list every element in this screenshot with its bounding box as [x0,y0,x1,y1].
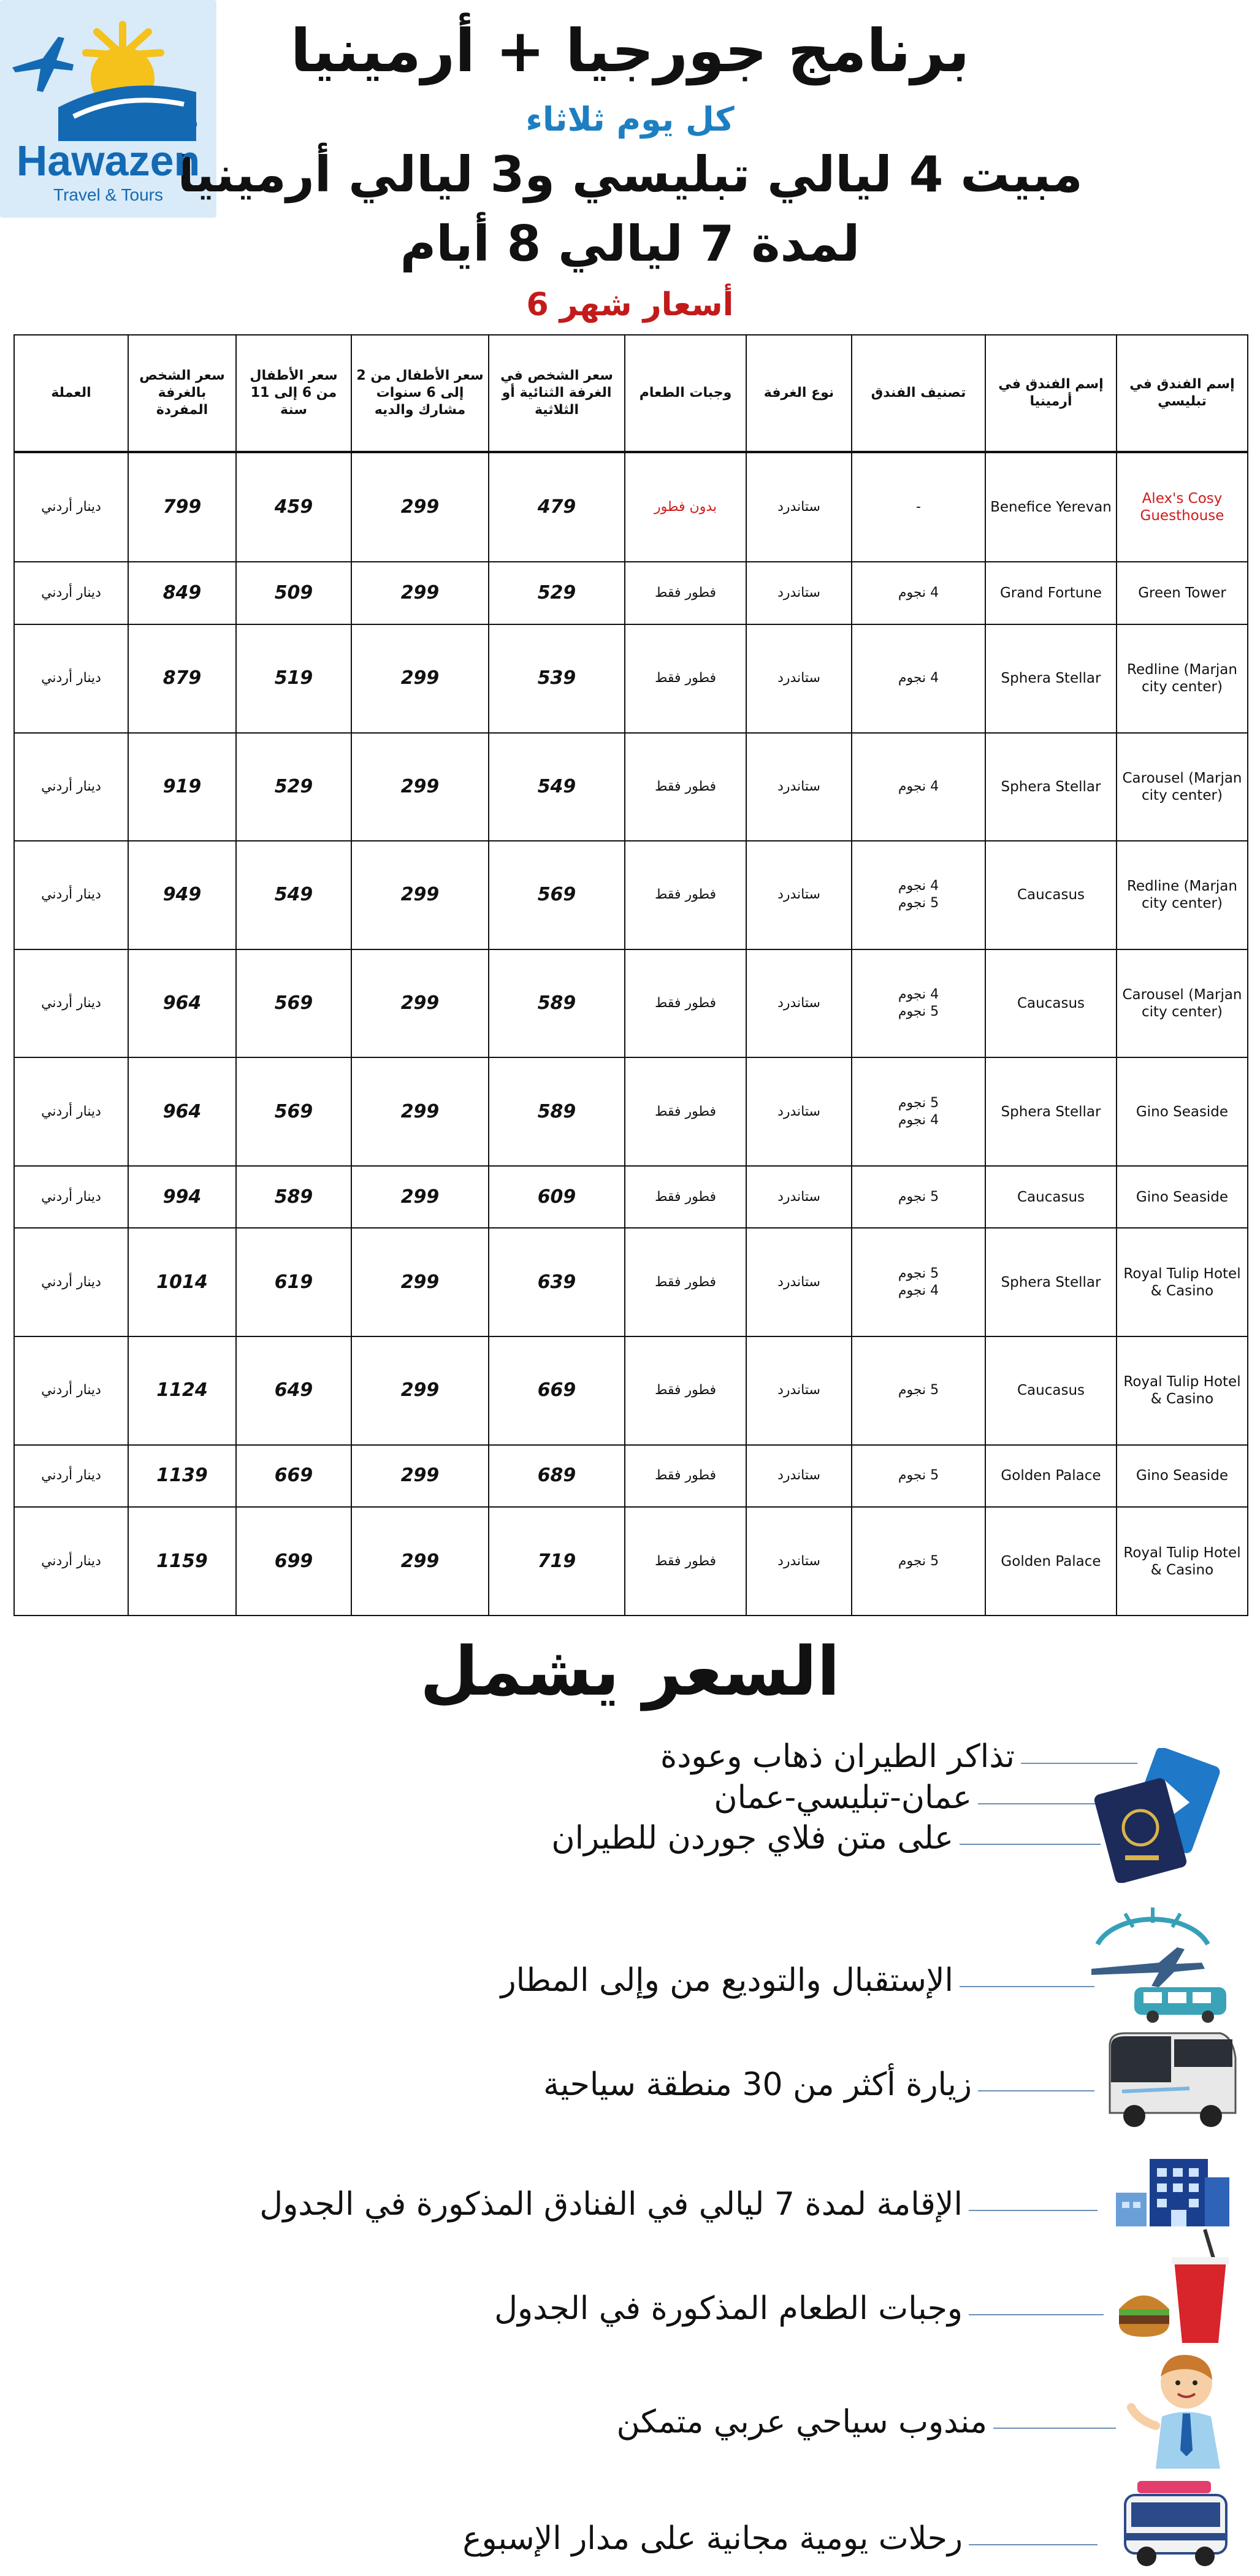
table-header-row [14,335,1248,452]
cell-room-type: ستاندرد [746,733,852,841]
cell-hotel-rating: 5 نجوم [852,1507,985,1616]
cell-price-child-2-6: 299 [351,1336,489,1445]
cell-tbilisi-hotel: Green Tower [1117,562,1248,624]
tour-guide-icon [1119,2346,1235,2469]
table-row [14,1228,1248,1336]
cell-price-single: 879 [128,624,236,733]
table-row [14,452,1248,562]
cell-currency: دينار أردني [14,1336,128,1445]
cell-price-child-2-6: 299 [351,452,489,562]
cell-hotel-rating: 5 نجوم [852,1166,985,1229]
cell-meals: فطور فقط [625,1166,746,1229]
cell-tbilisi-hotel: Gino Seaside [1117,1445,1248,1508]
cell-price-child-6-11: 529 [236,733,351,841]
cell-currency: دينار أردني [14,1445,128,1508]
cell-room-type: ستاندرد [746,949,852,1058]
cell-meals: فطور فقط [625,733,746,841]
cell-price-single: 919 [128,733,236,841]
cell-currency: دينار أردني [14,733,128,841]
header-currency: العملة [14,335,128,452]
page-title: برنامج جورجيا + أرمينيا [290,17,970,85]
cell-tbilisi-hotel: Gino Seaside [1117,1166,1248,1229]
cell-hotel-rating: 4 نجوم [852,562,985,624]
cell-tbilisi-hotel: Carousel (Marjan city center) [1117,949,1248,1058]
cell-price-child-2-6: 299 [351,1445,489,1508]
connector-line [993,2428,1116,2429]
cell-price-child-6-11: 569 [236,949,351,1058]
cell-armenia-hotel: Benefice Yerevan [985,452,1117,562]
cell-price-child-6-11: 699 [236,1507,351,1616]
cell-currency: دينار أردني [14,562,128,624]
connector-line [978,1803,1101,1804]
header-armenia-hotel: إسم الفندق في أرمينيا [985,335,1117,452]
airport-transfer-icon [1079,1901,1232,2024]
cell-price-single: 1139 [128,1445,236,1508]
cell-meals: فطور فقط [625,841,746,949]
cell-price-double: 529 [489,562,625,624]
cell-hotel-rating: 4 نجوم [852,733,985,841]
cell-price-double: 589 [489,949,625,1058]
cell-meals: فطور فقط [625,1228,746,1336]
cell-tbilisi-hotel: Redline (Marjan city center) [1117,624,1248,733]
cell-price-child-6-11: 589 [236,1166,351,1229]
cell-price-child-2-6: 299 [351,1228,489,1336]
cell-currency: دينار أردني [14,1057,128,1166]
logo-tagline: Travel & Tours [53,185,163,204]
connector-line [960,1986,1094,1987]
cell-price-child-2-6: 299 [351,624,489,733]
header-tbilisi-hotel: إسم الفندق في تبليسي [1117,335,1248,452]
cell-price-double: 569 [489,841,625,949]
table-row [14,733,1248,841]
cell-hotel-rating: 4 نجوم 5 نجوم [852,841,985,949]
cell-room-type: ستاندرد [746,562,852,624]
cell-price-child-2-6: 299 [351,562,489,624]
cell-room-type: ستاندرد [746,1166,852,1229]
cell-price-single: 964 [128,1057,236,1166]
cell-price-child-2-6: 299 [351,1507,489,1616]
cell-tbilisi-hotel: Carousel (Marjan city center) [1117,733,1248,841]
cell-armenia-hotel: Caucasus [985,1166,1117,1229]
cell-armenia-hotel: Sphera Stellar [985,624,1117,733]
cell-meals: بدون فطور [625,452,746,562]
include-tour-guide: مندوب سياحي عربي متمكن [616,2404,987,2440]
cell-room-type: ستاندرد [746,1507,852,1616]
table-row [14,1336,1248,1445]
cell-currency: دينار أردني [14,1507,128,1616]
cell-armenia-hotel: Caucasus [985,1336,1117,1445]
cell-tbilisi-hotel: Royal Tulip Hotel & Casino [1117,1336,1248,1445]
cell-price-single: 964 [128,949,236,1058]
include-hotel-stay: الإقامة لمدة 7 ليالي في الفنادق المذكورة في الجدول [259,2186,963,2223]
cell-armenia-hotel: Golden Palace [985,1507,1117,1616]
schedule-subtitle: كل يوم ثلاثاء [525,100,735,139]
cell-armenia-hotel: Grand Fortune [985,562,1117,624]
include-flight-line-3: على متن فلاي جوردن للطيران [551,1820,953,1857]
cell-price-double: 479 [489,452,625,562]
cell-price-child-6-11: 569 [236,1057,351,1166]
cell-price-single: 849 [128,562,236,624]
cell-hotel-rating: 4 نجوم 5 نجوم [852,949,985,1058]
passport-ticket-icon [1091,1748,1232,1883]
cell-price-single: 994 [128,1166,236,1229]
cell-price-child-6-11: 459 [236,452,351,562]
cell-meals: فطور فقط [625,1057,746,1166]
cell-room-type: ستاندرد [746,1336,852,1445]
table-row [14,1166,1248,1229]
table-row [14,562,1248,624]
connector-line [969,2314,1104,2315]
cell-armenia-hotel: Caucasus [985,841,1117,949]
cell-price-single: 949 [128,841,236,949]
cell-room-type: ستاندرد [746,841,852,949]
cell-meals: فطور فقط [625,624,746,733]
cell-price-child-2-6: 299 [351,841,489,949]
price-table [13,334,1248,1616]
cell-tbilisi-hotel: Alex's Cosy Guesthouse [1117,452,1248,562]
logo-name: Hawazen [16,137,200,185]
table-row [14,1507,1248,1616]
cell-room-type: ستاندرد [746,624,852,733]
cell-price-child-6-11: 509 [236,562,351,624]
include-flight-line-2: عمان-تبليسي-عمان [714,1779,972,1816]
cell-price-double: 609 [489,1166,625,1229]
tour-bus-icon [1098,2021,1239,2131]
cell-currency: دينار أردني [14,452,128,562]
cell-currency: دينار أردني [14,624,128,733]
cell-room-type: ستاندرد [746,1228,852,1336]
cell-price-single: 1124 [128,1336,236,1445]
cell-price-double: 539 [489,624,625,733]
cell-price-child-2-6: 299 [351,1057,489,1166]
include-flight-line-1: تذاكر الطيران ذهاب وعودة [660,1738,1015,1775]
table-row [14,1445,1248,1508]
cell-currency: دينار أردني [14,949,128,1058]
cell-hotel-rating: 5 نجوم 4 نجوم [852,1228,985,1336]
cell-currency: دينار أردني [14,1166,128,1229]
cell-hotel-rating: 5 نجوم [852,1445,985,1508]
header-double-price: سعر الشخص في الغرفة الثنائية أو الثلاثية [489,335,625,452]
cell-meals: فطور فقط [625,1507,746,1616]
header-room-type: نوع الغرفة [746,335,852,452]
cell-armenia-hotel: Sphera Stellar [985,1057,1117,1166]
cell-price-double: 589 [489,1057,625,1166]
cell-price-child-6-11: 519 [236,624,351,733]
include-sightseeing: زيارة أكثر من 30 منطقة سياحية [543,2066,972,2103]
cell-meals: فطور فقط [625,1445,746,1508]
cell-tbilisi-hotel: Royal Tulip Hotel & Casino [1117,1228,1248,1336]
include-meals: وجبات الطعام المذكورة في الجدول [494,2290,963,2327]
table-row [14,841,1248,949]
cell-room-type: ستاندرد [746,1445,852,1508]
cell-hotel-rating: 5 نجوم 4 نجوم [852,1057,985,1166]
cell-armenia-hotel: Sphera Stellar [985,1228,1117,1336]
header-meals: وجبات الطعام [625,335,746,452]
connector-line [960,1844,1101,1845]
cell-armenia-hotel: Sphera Stellar [985,733,1117,841]
cell-meals: فطور فقط [625,949,746,1058]
cell-hotel-rating: 4 نجوم [852,624,985,733]
cell-armenia-hotel: Caucasus [985,949,1117,1058]
header-child-2-6: سعر الأطفال من 2 إلى 6 سنوات مشارك والديه [351,335,489,452]
table-row [14,949,1248,1058]
cell-price-double: 719 [489,1507,625,1616]
cell-price-child-2-6: 299 [351,733,489,841]
prices-month: أسعار شهر 6 [526,286,734,323]
header-single-price: سعر الشخص بالغرفة المفردة [128,335,236,452]
cell-price-child-6-11: 669 [236,1445,351,1508]
cell-price-double: 689 [489,1445,625,1508]
hotel-icon [1113,2150,1232,2229]
table-row [14,624,1248,733]
connector-line [978,2090,1094,2091]
cell-meals: فطور فقط [625,562,746,624]
include-airport-transfer: الإستقبال والتوديع من وإلى المطار [500,1962,953,1999]
cell-hotel-rating: 5 نجوم [852,1336,985,1445]
cell-price-child-2-6: 299 [351,1166,489,1229]
cell-price-child-6-11: 619 [236,1228,351,1336]
cell-room-type: ستاندرد [746,1057,852,1166]
cell-price-single: 1159 [128,1507,236,1616]
cell-price-child-2-6: 299 [351,949,489,1058]
cell-armenia-hotel: Golden Palace [985,1445,1117,1508]
food-icon [1113,2223,1235,2346]
includes-title: السعر يشمل [420,1632,840,1711]
cell-price-double: 549 [489,733,625,841]
cell-tbilisi-hotel: Redline (Marjan city center) [1117,841,1248,949]
logo-arabic: هـوازن [102,102,199,135]
cell-tbilisi-hotel: Gino Seaside [1117,1057,1248,1166]
include-daily-trips: رحلات يومية مجانية على مدار الإسبوع [462,2520,963,2557]
duration-info: لمدة 7 ليالي 8 أيام [400,215,860,272]
cell-price-double: 669 [489,1336,625,1445]
cell-price-child-6-11: 549 [236,841,351,949]
cell-price-double: 639 [489,1228,625,1336]
cell-price-child-6-11: 649 [236,1336,351,1445]
header-rating: تصنيف الفندق [852,335,985,452]
cell-room-type: ستاندرد [746,452,852,562]
cell-meals: فطور فقط [625,1336,746,1445]
table-row [14,1057,1248,1166]
header-child-6-11: سعر الأطفال من 6 إلى 11 سنة [236,335,351,452]
cell-price-single: 1014 [128,1228,236,1336]
nights-info: مبيت 4 ليالي تبليسي و3 ليالي أرمينيا [177,146,1083,203]
cell-tbilisi-hotel: Royal Tulip Hotel & Casino [1117,1507,1248,1616]
cell-currency: دينار أردني [14,841,128,949]
connector-line [969,2544,1098,2545]
tour-van-icon [1113,2478,1235,2570]
cell-price-single: 799 [128,452,236,562]
connector-line [969,2210,1098,2211]
cell-hotel-rating: - [852,452,985,562]
cell-currency: دينار أردني [14,1228,128,1336]
